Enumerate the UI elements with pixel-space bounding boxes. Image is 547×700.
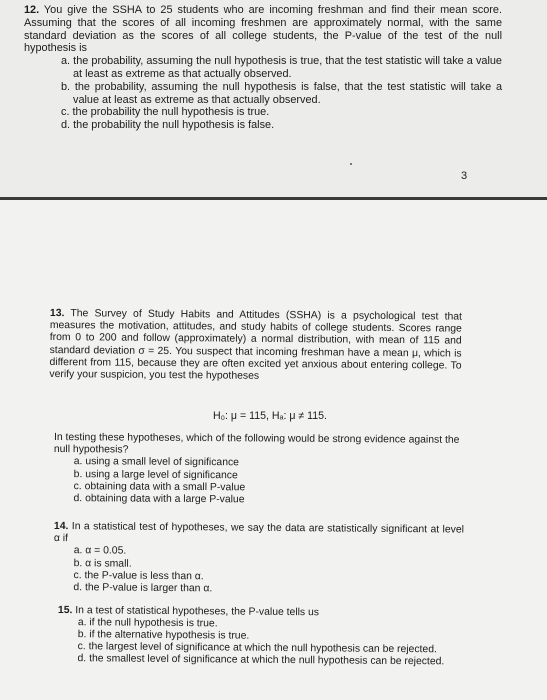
question-15	[57, 605, 462, 669]
question-15-number: 15.	[57, 605, 73, 617]
question-12-number: 12.	[24, 4, 40, 16]
question-13-option-a: a. using a small level of significance	[73, 456, 240, 469]
question-13-question: In testing these hypotheses, which of the following would be strong evidence against the null hypothesis?	[53, 432, 460, 456]
page-number: 3	[461, 170, 468, 182]
question-12-option-b: b. the probability, assuming the null hypothesis is false, that the test statistic will take a value at least as extreme as that actually observed.	[61, 80, 502, 106]
question-12-options	[61, 55, 502, 132]
question-12-option-c: c. the probability the null hypothesis is true.	[61, 106, 270, 119]
question-14-option-a: a. α = 0.05.	[73, 545, 127, 558]
question-13-part-2	[53, 432, 464, 508]
question-14-stem: 14. In a statistical test of hypotheses, we say the data are statistically significant at level α if	[53, 521, 464, 545]
question-13	[49, 308, 462, 385]
question-14-options	[73, 546, 463, 598]
question-14	[53, 521, 464, 598]
question-13-option-d: d. obtaining data with a large P-value	[73, 493, 245, 506]
question-12-option-a: a. the probability, assuming the null hypothesis is true, that the test statistic will take a value at least as extreme as that actually observed.	[61, 55, 502, 80]
question-15-option-d: d. the smallest level of significance at which the null hypothesis can be rejected.	[77, 653, 445, 668]
question-13-option-b: b. using a large level of significance	[73, 468, 238, 481]
question-13-option-c: c. obtaining data with a small P-value	[73, 480, 246, 494]
question-14-option-c: c. the P-value is less than α.	[73, 569, 204, 583]
question-14-option-b: b. α is small.	[73, 557, 132, 570]
question-13-stem: 13. The Survey of Study Habits and Attitudes (SSHA) is a psychological test that measures the motivation, attitudes, and study habits of college students. Scores range from 0 to 200 and follow (approximately) a normal distribution, with mean of 115 and standard deviation σ = 25. You suspect that incoming freshman have a mean μ, which is different from 115, because they are often excited yet anxious about entering college. To verify your suspicion, you test the hypotheses	[49, 308, 462, 382]
question-12-option-d: d. the probability the null hypothesis is false.	[61, 119, 275, 132]
question-15-option-c: c. the largest level of significance at which the null hypothesis can be rejected.	[77, 641, 437, 656]
hypotheses-statement: H₀: μ = 115, Hₐ: μ ≠ 115.	[213, 410, 328, 422]
question-12-stem: 12. You give the SSHA to 25 students who are incoming freshman and find their mean score. Assuming that the scores of all incoming freshmen are approximately normal, with the same standard deviation as the scores of all college students, the P-value of the test of the null hypothesis is	[24, 4, 502, 55]
question-13-number: 13.	[49, 308, 65, 320]
question-13-options	[73, 457, 463, 509]
question-15-option-a: a. if the null hypothesis is true.	[77, 617, 218, 630]
question-14-number: 14.	[53, 521, 69, 533]
question-15-stem: 15. In a test of statistical hypotheses, the P-value tells us	[57, 605, 320, 619]
question-14-option-d: d. the P-value is larger than α.	[73, 582, 213, 595]
question-15-options	[77, 617, 461, 668]
question-12	[24, 4, 502, 132]
question-15-option-b: b. if the alternative hypothesis is true.	[77, 629, 250, 642]
stray-dot	[350, 163, 352, 165]
